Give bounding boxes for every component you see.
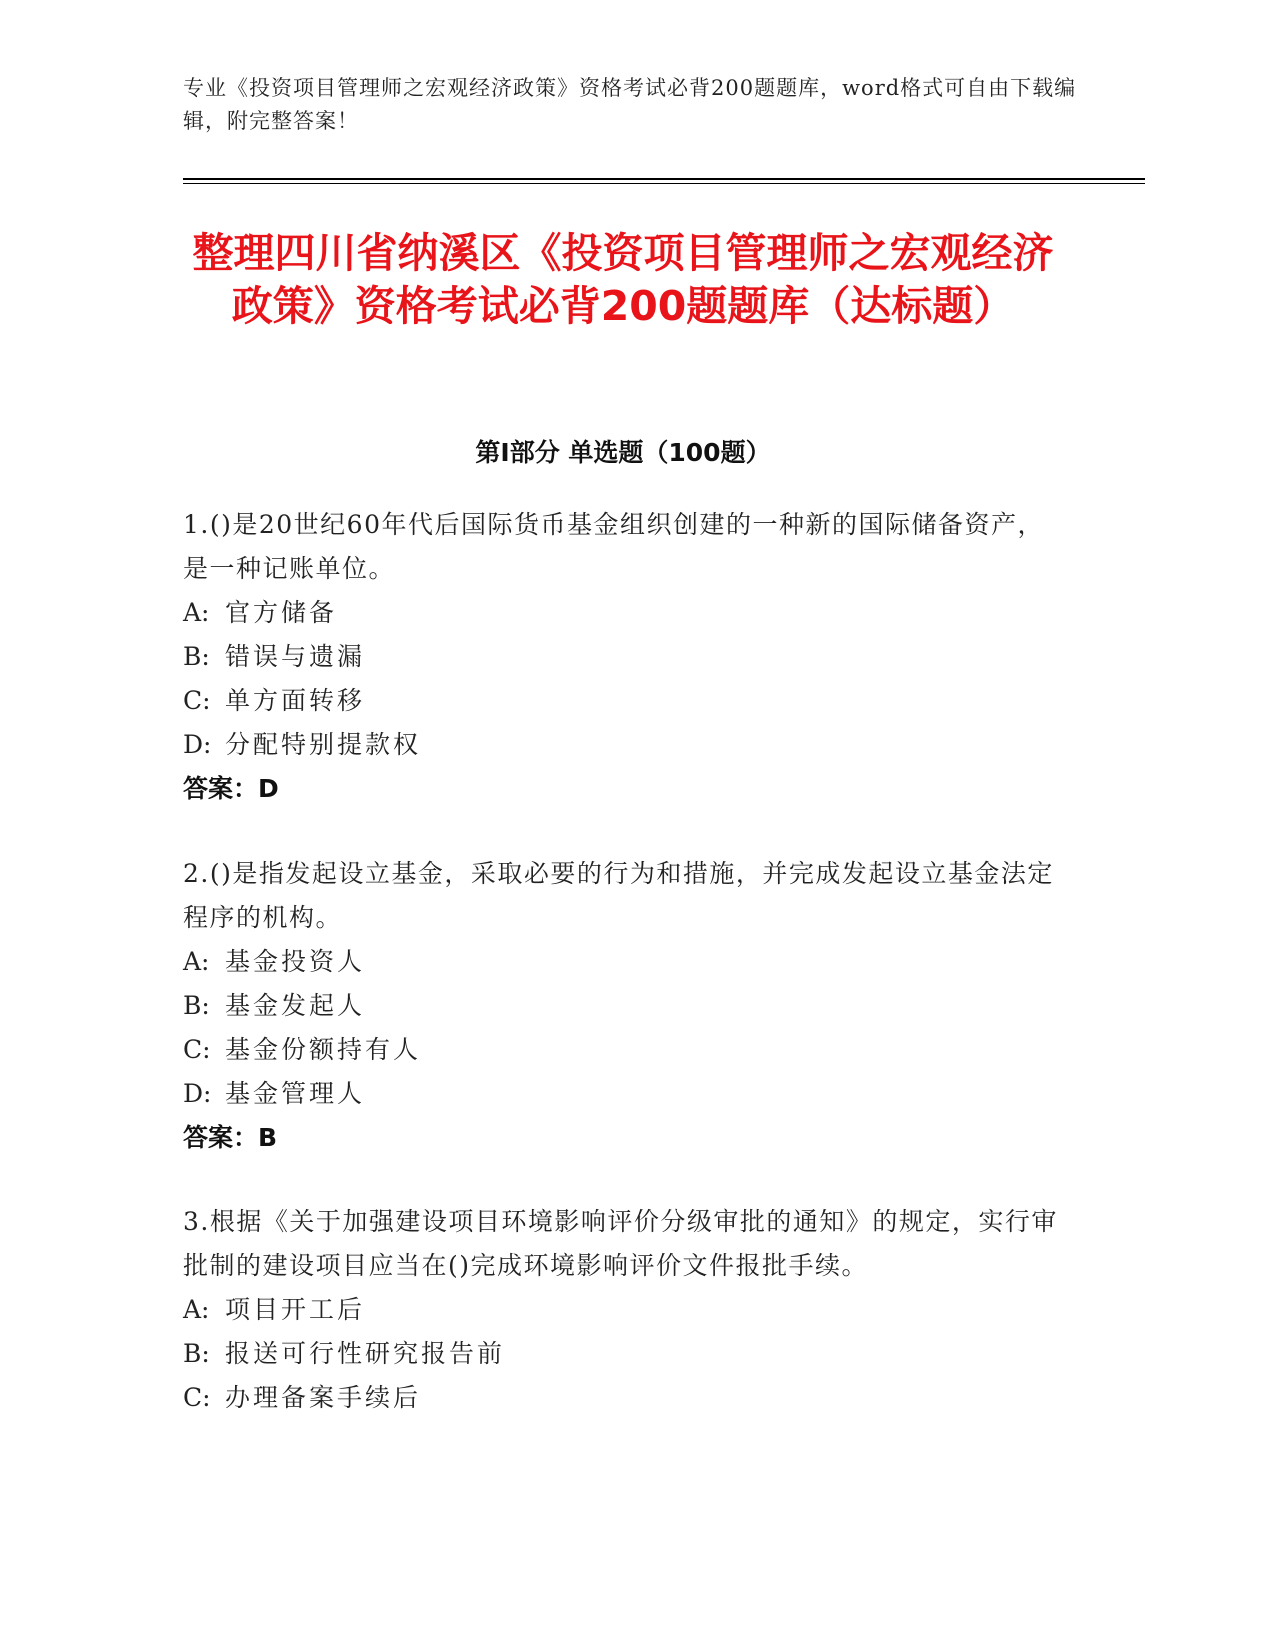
- option-d: [183, 1072, 1063, 1116]
- option-key: B:: [183, 991, 210, 1020]
- header-rule-thin: [183, 183, 1145, 184]
- option-text: 基金管理人: [225, 1079, 366, 1108]
- question-3: [183, 1200, 1063, 1420]
- option-key: B:: [183, 1339, 210, 1368]
- option-key: C:: [183, 1035, 211, 1064]
- option-c: [183, 679, 1063, 723]
- option-a: [183, 940, 1063, 984]
- option-key: A:: [183, 947, 210, 976]
- option-key: C:: [183, 686, 211, 715]
- option-text: 报送可行性研究报告前: [225, 1339, 506, 1368]
- header-note: 专业《投资项目管理师之宏观经济政策》资格考试必背200题题库，word格式可自由下载编辑，附完整答案！: [183, 76, 1077, 133]
- document-title: 整理四川省纳溪区《投资项目管理师之宏观经济政策》资格考试必背200题题库（达标题）: [192, 229, 1054, 330]
- option-text: 项目开工后: [225, 1295, 366, 1324]
- option-text: 错误与遗漏: [225, 642, 366, 671]
- question-2: [183, 852, 1063, 1160]
- option-c: [183, 1028, 1063, 1072]
- section-title: 第Ⅰ部分 单选题（100题）: [475, 438, 771, 467]
- question-text: 1.()是20世纪60年代后国际货币基金组织创建的一种新的国际储备资产，是一种记账单位。: [183, 510, 1044, 583]
- option-d: [183, 723, 1063, 767]
- question-text: 3.根据《关于加强建设项目环境影响评价分级审批的通知》的规定，实行审批制的建设项目应当在()完成环境影响评价文件报批手续。: [183, 1207, 1058, 1280]
- option-b: [183, 1332, 1063, 1376]
- option-c: [183, 1376, 1063, 1420]
- option-b: [183, 635, 1063, 679]
- option-a: [183, 591, 1063, 635]
- option-text: 分配特别提款权: [225, 730, 422, 759]
- option-key: A:: [183, 598, 210, 627]
- question-text: 2.()是指发起设立基金，采取必要的行为和措施，并完成发起设立基金法定程序的机构。: [183, 859, 1054, 932]
- answer: 答案：D: [183, 774, 279, 803]
- option-text: 单方面转移: [225, 686, 366, 715]
- option-key: C:: [183, 1383, 211, 1412]
- option-a: [183, 1288, 1063, 1332]
- option-text: 办理备案手续后: [225, 1383, 422, 1412]
- question-1: [183, 503, 1063, 811]
- option-text: 基金投资人: [225, 947, 366, 976]
- option-key: D:: [183, 1079, 212, 1108]
- option-b: [183, 984, 1063, 1028]
- option-text: 基金份额持有人: [225, 1035, 422, 1064]
- option-text: 基金发起人: [225, 991, 366, 1020]
- option-key: A:: [183, 1295, 210, 1324]
- answer: 答案：B: [183, 1123, 278, 1152]
- option-key: B:: [183, 642, 210, 671]
- header-rule-thick: [183, 178, 1145, 180]
- option-key: D:: [183, 730, 212, 759]
- option-text: 官方储备: [225, 598, 338, 627]
